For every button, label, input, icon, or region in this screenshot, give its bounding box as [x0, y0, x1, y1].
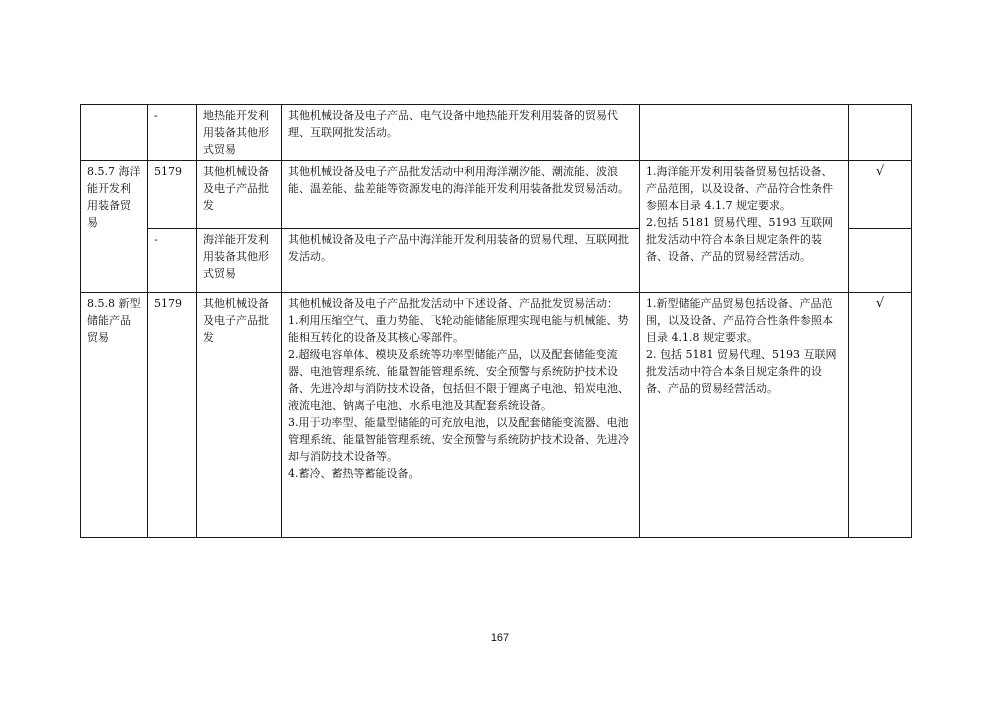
code-cell: - — [148, 229, 197, 293]
description-cell: 其他机械设备及电子产品批发活动中下述设备、产品批发贸易活动： 1.利用压缩空气、重力势能、飞轮动能储能原理实现电能与机械能、势能相互转化的设备及其核心零部件。 2.超级电容单体、模块及系统等功率型储能产品，以及配套储能变流器、电池管理系统、能量智能管理系统、安全预警与系统防护技术设备、先进冷却与消防技术设备，包括但不限于锂离子电池、铅炭电池、液流电池、钠离子电池、水系电池及其配套系统设备。 3.用于功率型、能量型储能的可充放电池，以及配套储能变流器、电池管理系统、能量智能管理系统、安全预警与系统防护技术设备、先进冷却与消防技术设备等。 4.蓄冷、蓄热等蓄能设备。 — [282, 293, 640, 538]
check-cell — [849, 105, 912, 161]
check-cell — [849, 229, 912, 293]
description-cell: 其他机械设备及电子产品中海洋能开发利用装备的贸易代理、互联网批发活动。 — [282, 229, 640, 293]
description-cell: 其他机械设备及电子产品、电气设备中地热能开发利用装备的贸易代理、互联网批发活动。 — [282, 105, 640, 161]
note-cell: 1.海洋能开发利用装备贸易包括设备、产品范围，以及设备、产品符合性条件参照本目录 4.1.7 规定要求。 2.包括 5181 贸易代理、5193 互联网批发活动中符合本条目规定条件的装备、设备、产品的贸易经营活动。 — [640, 161, 849, 293]
category-cell — [81, 105, 148, 161]
table-row — [81, 105, 912, 161]
note-cell: 1.新型储能产品贸易包括设备、产品范围，以及设备、产品符合性条件参照本目录 4.1.8 规定要求。 2. 包括 5181 贸易代理、5193 互联网批发活动中符合本条目规定条件的设备、产品的贸易经营活动。 — [640, 293, 849, 538]
name-cell: 其他机械设备及电子产品批发 — [197, 161, 282, 229]
page-number: 167 — [490, 632, 510, 644]
code-cell: 5179 — [148, 161, 197, 229]
code-cell: 5179 — [148, 293, 197, 538]
description-cell: 其他机械设备及电子产品批发活动中利用海洋潮汐能、潮流能、波浪能、温差能、盐差能等资源发电的海洋能开发利用装备批发贸易活动。 — [282, 161, 640, 229]
catalog-table — [80, 104, 912, 538]
code-cell: - — [148, 105, 197, 161]
name-cell: 地热能开发利用装备其他形式贸易 — [197, 105, 282, 161]
name-cell: 海洋能开发利用装备其他形式贸易 — [197, 229, 282, 293]
category-cell: 8.5.7 海洋能开发利用装备贸易 — [81, 161, 148, 293]
name-cell: 其他机械设备及电子产品批发 — [197, 293, 282, 538]
table-row — [81, 161, 912, 229]
category-cell: 8.5.8 新型储能产品贸易 — [81, 293, 148, 538]
check-cell: √ — [849, 293, 912, 538]
check-cell: √ — [849, 161, 912, 229]
note-cell — [640, 105, 849, 161]
table-row — [81, 293, 912, 538]
